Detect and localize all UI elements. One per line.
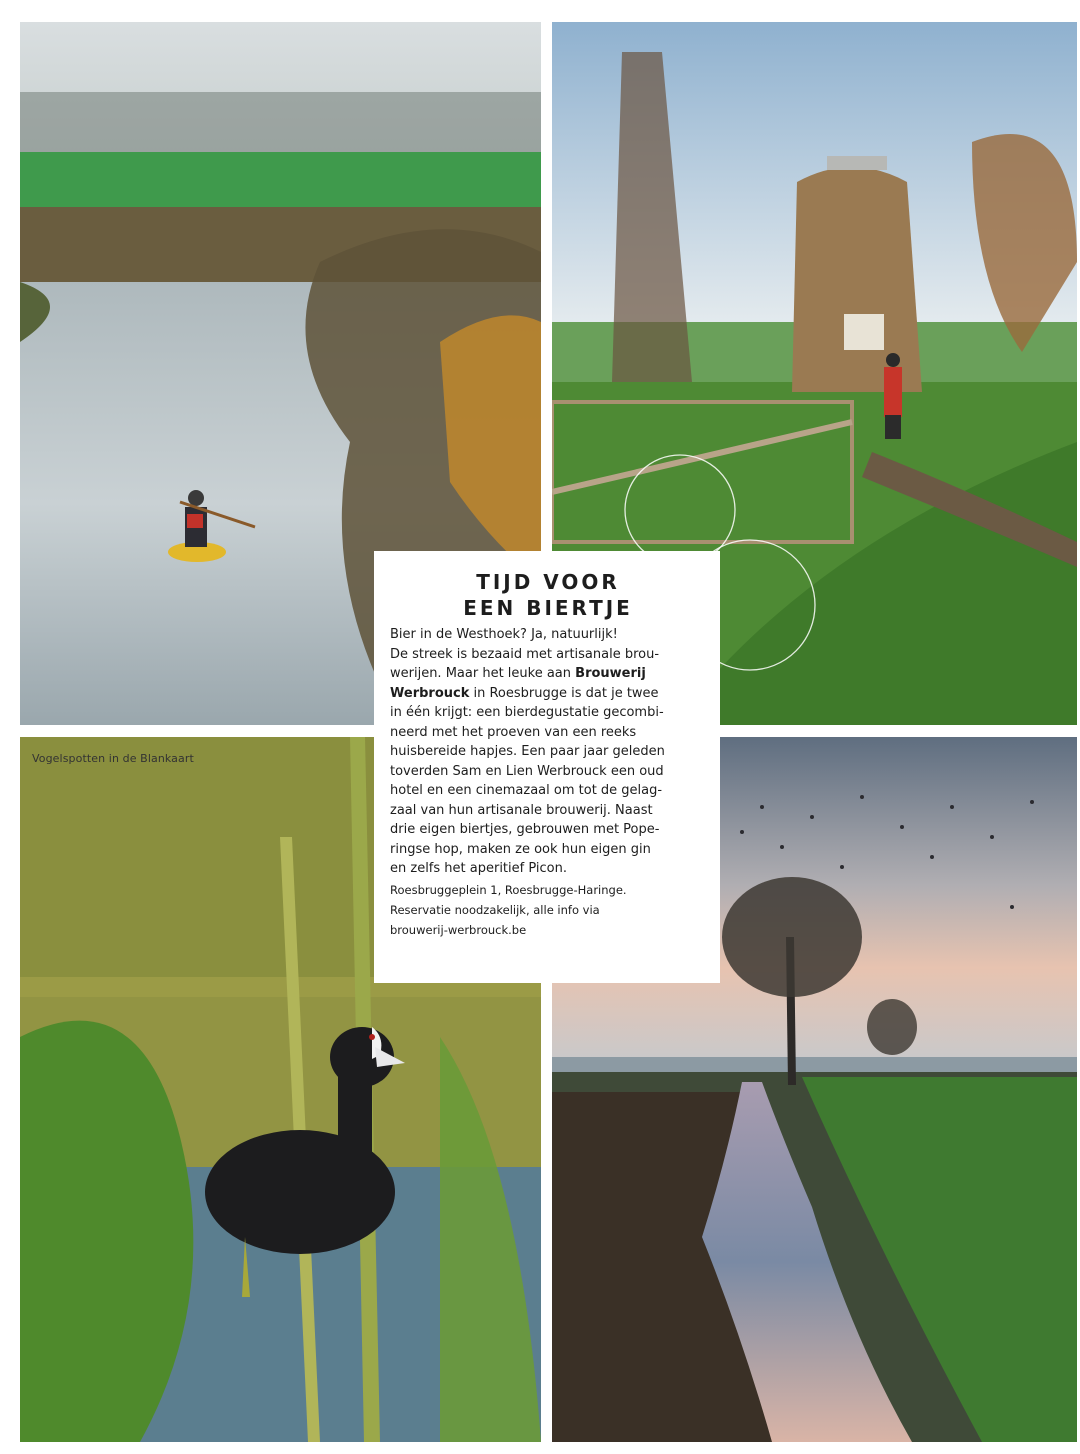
body-line: en zelfs het aperitief Picon. [390,861,567,876]
body-line: in één krijgt: een bierdegustatie gecombi- [390,705,664,720]
title-line-1: TIJD VOOR [476,570,620,594]
body-line-text: in Roesbrugge is dat je twee [469,685,659,701]
address-line: Roesbruggeplein 1, Roesbrugge-Haringe. [390,882,627,897]
article-body [390,625,706,879]
photo-caption: Vogelspotten in de Blankaart [32,752,194,765]
body-line: neerd met het proeven van een reeks [390,724,637,740]
body-line: Bier in de Westhoek? Ja, natuurlijk! [390,627,618,642]
article-box [374,551,720,983]
body-line: hotel en een cinemazaal om tot de gelag- [390,783,663,798]
body-line: drie eigen biertjes, gebrouwen met Pope- [390,822,660,837]
body-line [390,684,706,704]
body-line: De streek is bezaaid met artisanale brou- [390,646,660,662]
brewery-name-bold: Brouwerij [575,666,646,681]
body-line-text: werijen. Maar het leuke aan [390,666,576,681]
article-address [390,880,706,940]
body-line [390,664,706,684]
body-line: toverden Sam en Lien Werbrouck een oud [390,763,664,779]
title-line-2: EEN BIERTJE [463,596,633,620]
article-title [390,569,706,621]
body-line: huisbereide hapjes. Een paar jaar geleden [390,744,665,759]
address-line: Reservatie noodzakelijk, alle info via [390,902,600,917]
website-link[interactable]: brouwerij-werbrouck.be [390,922,527,937]
brewery-surname-bold: Werbrouck [390,685,470,701]
body-line: ringse hop, maken ze ook hun eigen gin [390,841,651,857]
body-line: zaal van hun artisanale brouwerij. Naast [390,802,653,818]
